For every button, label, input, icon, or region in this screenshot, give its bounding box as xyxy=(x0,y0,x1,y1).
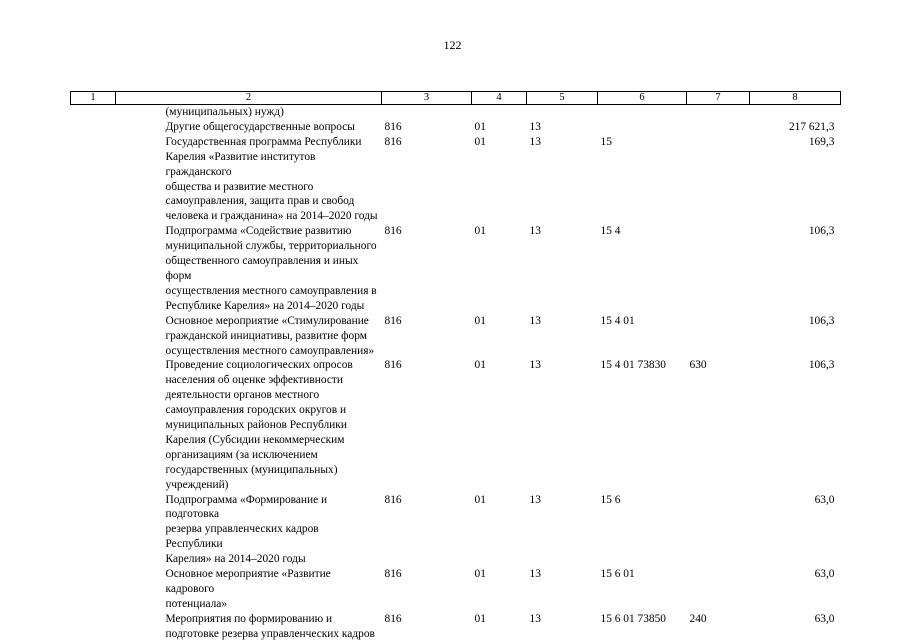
cell-target-article: 15 xyxy=(600,135,612,148)
cell-name xyxy=(116,120,382,135)
cell-expense-type: 630 xyxy=(689,359,707,372)
header-cell: 6 xyxy=(598,92,687,105)
cell-number xyxy=(71,135,116,224)
name-line: учреждений) xyxy=(165,478,229,491)
cell-target-article xyxy=(598,105,687,120)
name-line: резерва управленческих кадров Республики xyxy=(165,523,319,551)
table-row xyxy=(71,493,841,568)
cell-amount: 169,3 xyxy=(808,135,835,148)
name-line: Республике Карелия» на 2014–2020 годы xyxy=(165,299,365,312)
cell-ministry-code: 816 xyxy=(384,314,402,327)
cell-number xyxy=(71,105,116,120)
cell-name xyxy=(116,224,382,313)
cell-section: 01 xyxy=(474,135,486,148)
cell-section: 01 xyxy=(474,568,486,581)
table-row xyxy=(71,224,841,313)
table-row xyxy=(71,612,841,642)
cell-target-article: 15 4 01 73830 xyxy=(600,359,666,372)
name-line: Мероприятия по формированию и xyxy=(165,612,333,625)
header-cell: 3 xyxy=(382,92,472,105)
cell-ministry-code: 816 xyxy=(384,135,402,148)
cell-name xyxy=(116,105,382,120)
cell-subsection: 13 xyxy=(529,493,541,506)
name-line: государственных (муниципальных) xyxy=(165,463,338,476)
cell-number xyxy=(71,358,116,492)
cell-subsection: 13 xyxy=(529,314,541,327)
name-line: Карелия» на 2014–2020 годы xyxy=(165,553,306,566)
cell-amount: 106,3 xyxy=(808,359,835,372)
name-line: осуществления местного самоуправления» xyxy=(165,344,375,357)
table-row xyxy=(71,567,841,612)
cell-section: 01 xyxy=(474,612,486,625)
cell-section: 01 xyxy=(474,314,486,327)
header-cell: 5 xyxy=(527,92,598,105)
header-cell: 7 xyxy=(687,92,750,105)
name-line: Подпрограмма «Формирование и подготовка xyxy=(165,493,328,521)
cell-number xyxy=(71,120,116,135)
name-line: (муниципальных) нужд) xyxy=(165,106,284,118)
cell-section: 01 xyxy=(474,493,486,506)
cell-ministry-code: 816 xyxy=(384,225,402,238)
name-line: самоуправления, защита прав и свобод xyxy=(165,195,355,208)
cell-expense-type xyxy=(687,135,750,224)
table-row xyxy=(71,314,841,359)
cell-name xyxy=(116,612,382,642)
cell-ministry-code: 816 xyxy=(384,568,402,581)
name-line: Основное мероприятие «Развитие кадрового xyxy=(165,568,331,595)
name-line: муниципальной службы, территориального xyxy=(165,240,377,253)
name-line: Карелия «Развитие институтов гражданского xyxy=(165,150,316,178)
cell-subsection: 13 xyxy=(529,612,541,625)
budget-table xyxy=(70,91,841,642)
name-line: населения об оценке эффективности xyxy=(165,374,343,387)
cell-target-article xyxy=(598,120,687,135)
cell-amount: 106,3 xyxy=(808,225,835,238)
header-cell: 8 xyxy=(750,92,841,105)
cell-amount: 63,0 xyxy=(814,568,835,581)
cell-amount: 217 621,3 xyxy=(788,120,835,133)
cell-name xyxy=(116,493,382,568)
cell-ministry-code: 816 xyxy=(384,120,402,133)
name-line: Основное мероприятие «Стимулирование xyxy=(165,314,369,327)
cell-name xyxy=(116,567,382,612)
cell-section: 01 xyxy=(474,120,486,133)
cell-target-article: 15 6 01 xyxy=(600,568,635,581)
name-line: гражданской инициативы, развитие форм xyxy=(165,329,367,342)
name-line: деятельности органов местного xyxy=(165,389,320,402)
name-line: общественного самоуправления и иных форм xyxy=(165,255,359,282)
cell-amount: 63,0 xyxy=(814,493,835,506)
name-line: Карелия (Субсидии некоммерческим xyxy=(165,433,345,446)
cell-subsection xyxy=(527,105,598,120)
cell-subsection: 13 xyxy=(529,135,541,148)
cell-expense-type xyxy=(687,120,750,135)
header-cell: 2 xyxy=(116,92,382,105)
cell-number xyxy=(71,493,116,568)
cell-target-article: 15 6 01 73850 xyxy=(600,612,666,625)
cell-ministry-code: 816 xyxy=(384,612,402,625)
table-body xyxy=(71,105,841,642)
cell-expense-type xyxy=(687,493,750,568)
cell-number xyxy=(71,567,116,612)
cell-subsection: 13 xyxy=(529,225,541,238)
cell-target-article: 15 6 xyxy=(600,493,621,506)
cell-name xyxy=(116,358,382,492)
cell-name xyxy=(116,135,382,224)
cell-number xyxy=(71,612,116,642)
cell-amount xyxy=(750,105,841,120)
cell-expense-type xyxy=(687,105,750,120)
page-number: 122 xyxy=(443,38,462,52)
cell-name xyxy=(116,314,382,359)
cell-amount: 63,0 xyxy=(814,612,835,625)
cell-section: 01 xyxy=(474,359,486,372)
cell-expense-type: 240 xyxy=(689,612,707,625)
header-cell: 4 xyxy=(472,92,527,105)
name-line: подготовке резерва управленческих кадров xyxy=(165,627,375,640)
cell-number xyxy=(71,314,116,359)
header-cell: 1 xyxy=(71,92,116,105)
table-header-row xyxy=(71,92,841,105)
name-line: потенциала» xyxy=(165,597,228,610)
cell-ministry-code: 816 xyxy=(384,359,402,372)
cell-expense-type xyxy=(687,567,750,612)
cell-target-article: 15 4 01 xyxy=(600,314,635,327)
cell-subsection: 13 xyxy=(529,359,541,372)
cell-expense-type xyxy=(687,224,750,313)
name-line: Другие общегосударственные вопросы xyxy=(165,120,355,133)
name-line: Проведение социологических опросов xyxy=(165,359,353,372)
cell-target-article: 15 4 xyxy=(600,225,621,238)
cell-ministry-code: 816 xyxy=(384,493,402,506)
cell-ministry-code xyxy=(382,105,472,120)
cell-number xyxy=(71,224,116,313)
name-line: осуществления местного самоуправления в xyxy=(165,284,377,297)
cell-section xyxy=(472,105,527,120)
name-line: самоуправления городских округов и xyxy=(165,404,347,417)
table-row xyxy=(71,105,841,120)
table-row xyxy=(71,358,841,492)
cell-section: 01 xyxy=(474,225,486,238)
name-line: общества и развитие местного xyxy=(165,180,314,193)
name-line: муниципальных районов Республики xyxy=(165,419,347,432)
name-line: организациям (за исключением xyxy=(165,448,318,461)
cell-subsection: 13 xyxy=(529,568,541,581)
name-line: Государственная программа Республики xyxy=(165,135,362,148)
cell-expense-type xyxy=(687,314,750,359)
cell-subsection: 13 xyxy=(529,120,541,133)
name-line: человека и гражданина» на 2014–2020 годы xyxy=(165,210,378,223)
table-row xyxy=(71,135,841,224)
table-row xyxy=(71,120,841,135)
cell-amount: 106,3 xyxy=(808,314,835,327)
name-line: Подпрограмма «Содействие развитию xyxy=(165,225,352,238)
